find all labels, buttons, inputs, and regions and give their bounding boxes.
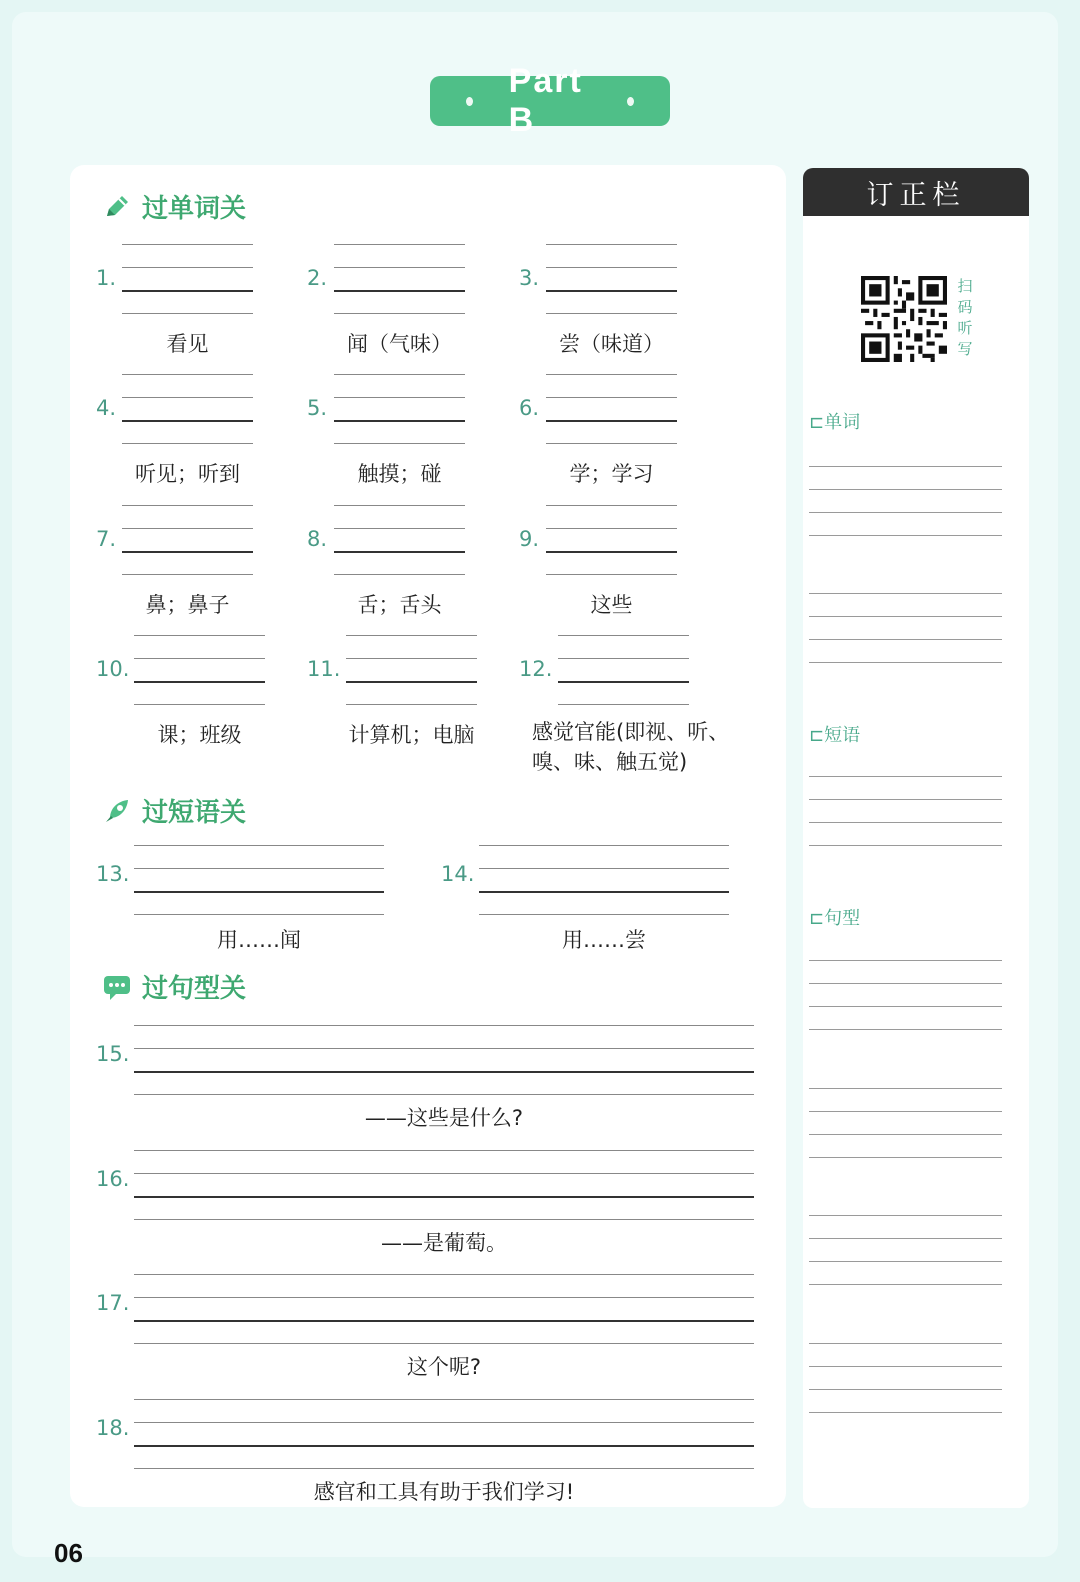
word-1-line[interactable] — [122, 313, 253, 314]
banner-dot-left — [466, 97, 473, 106]
qr-caption: 扫码听写 — [957, 277, 973, 358]
qr-code-icon[interactable] — [861, 276, 947, 362]
sentence-17-line[interactable] — [134, 1320, 754, 1322]
section-title-words — [102, 188, 246, 225]
sentence-meaning: ——是葡萄。 — [381, 1230, 507, 1255]
word-meaning: 尝（味道） — [559, 332, 664, 356]
section-title-sentences — [102, 968, 246, 1005]
correction-line[interactable] — [809, 662, 1002, 663]
word-5-line[interactable] — [334, 420, 465, 422]
phrase-13-line[interactable] — [134, 891, 384, 893]
word-number: 2. — [307, 266, 328, 290]
correction-line[interactable] — [809, 822, 1002, 823]
word-11-line[interactable] — [346, 635, 477, 636]
page-number: 06 — [54, 1538, 83, 1568]
phrase-14-line[interactable] — [479, 891, 729, 893]
word-3-line[interactable] — [546, 244, 677, 245]
word-6-line[interactable] — [546, 397, 677, 398]
word-meaning: 课；班级 — [157, 723, 242, 747]
word-11-line[interactable] — [346, 704, 477, 705]
word-10-line[interactable] — [134, 658, 265, 659]
pencil-icon — [102, 192, 132, 222]
word-number: 12. — [519, 657, 553, 681]
sentence-17-line[interactable] — [134, 1297, 754, 1298]
sentence-16-line[interactable] — [134, 1150, 754, 1151]
correction-line[interactable] — [809, 466, 1002, 467]
word-9-line[interactable] — [546, 574, 677, 575]
sentence-18-line[interactable] — [134, 1445, 754, 1447]
word-2-line[interactable] — [334, 267, 465, 268]
word-meaning: 舌；舌头 — [357, 593, 442, 617]
word-1-line[interactable] — [122, 244, 253, 245]
sentence-17-line[interactable] — [134, 1343, 754, 1344]
correction-line[interactable] — [809, 1215, 1002, 1216]
word-meaning: 计算机；电脑 — [348, 723, 475, 747]
word-5-line[interactable] — [334, 374, 465, 375]
word-1-line[interactable] — [122, 290, 253, 292]
section-title-words-text: 过单词关 — [142, 194, 247, 224]
word-meaning: 触摸；碰 — [357, 462, 442, 486]
sidebar-label-phrases-text: 短语 — [824, 725, 861, 746]
word-meaning: 感觉官能(即视、听、嗅、味、触五觉) — [532, 720, 730, 774]
word-9-line[interactable] — [546, 551, 677, 553]
word-meaning: 看见 — [166, 332, 209, 356]
word-4-line[interactable] — [122, 443, 253, 444]
word-number: 11. — [307, 657, 341, 681]
sentence-16-line[interactable] — [134, 1196, 754, 1198]
phrase-number: 13. — [96, 862, 130, 886]
correction-sidebar — [803, 168, 1029, 1508]
word-8-line[interactable] — [334, 528, 465, 529]
worksheet-panel — [70, 165, 786, 1507]
word-11-line[interactable] — [346, 658, 477, 659]
word-8-line[interactable] — [334, 505, 465, 506]
sidebar-title: 订正栏 — [803, 168, 1029, 216]
word-12-line[interactable] — [558, 635, 689, 636]
word-number: 9. — [519, 527, 540, 551]
correction-line[interactable] — [809, 489, 1002, 490]
phrase-14-line[interactable] — [479, 845, 729, 846]
word-7-line[interactable] — [122, 574, 253, 575]
sidebar-label-sentences: ⊏句型 — [809, 908, 861, 929]
word-4-line[interactable] — [122, 397, 253, 398]
word-6-line[interactable] — [546, 420, 677, 422]
word-meaning: 鼻；鼻子 — [145, 593, 230, 617]
word-3-line[interactable] — [546, 313, 677, 314]
part-banner — [430, 62, 670, 139]
sidebar-label-sentences-text: 句型 — [824, 908, 861, 929]
word-7-line[interactable] — [122, 551, 253, 553]
section-title-phrases-text: 过短语关 — [142, 798, 247, 828]
word-12-line[interactable] — [558, 704, 689, 705]
word-1-line[interactable] — [122, 267, 253, 268]
word-2-line[interactable] — [334, 244, 465, 245]
correction-line[interactable] — [809, 1111, 1002, 1112]
correction-line[interactable] — [809, 960, 1002, 961]
word-6-line[interactable] — [546, 374, 677, 375]
correction-line[interactable] — [809, 1029, 1002, 1030]
sentence-meaning: ——这些是什么? — [364, 1106, 524, 1130]
word-meaning: 这些 — [590, 593, 633, 617]
word-number: 5. — [307, 396, 328, 420]
word-10-line[interactable] — [134, 635, 265, 636]
word-4-line[interactable] — [122, 374, 253, 375]
section-title-sentences-text: 过句型关 — [142, 974, 247, 1004]
word-number: 1. — [96, 266, 117, 290]
sentence-16-line[interactable] — [134, 1219, 754, 1220]
word-9-line[interactable] — [546, 505, 677, 506]
sentence-18-line[interactable] — [134, 1422, 754, 1423]
section-title-phrases — [102, 792, 246, 829]
word-5-line[interactable] — [334, 443, 465, 444]
correction-line[interactable] — [809, 593, 1002, 594]
sentence-number: 17. — [96, 1291, 130, 1315]
sentence-18-line[interactable] — [134, 1468, 754, 1469]
phrase-14-line[interactable] — [479, 868, 729, 869]
word-number: 7. — [96, 527, 117, 551]
sentence-18-line[interactable] — [134, 1399, 754, 1400]
word-number: 8. — [307, 527, 328, 551]
correction-line[interactable] — [809, 1157, 1002, 1158]
correction-line[interactable] — [809, 1389, 1002, 1390]
phrase-meaning: 用……尝 — [562, 928, 646, 952]
word-meaning: 听见；听到 — [135, 462, 240, 486]
word-7-line[interactable] — [122, 528, 253, 529]
phrase-13-line[interactable] — [134, 914, 384, 915]
sentence-15-line[interactable] — [134, 1048, 754, 1049]
banner-title: Part B — [508, 62, 583, 139]
correction-line[interactable] — [809, 1134, 1002, 1135]
correction-line[interactable] — [809, 1366, 1002, 1367]
sentence-number: 15. — [96, 1042, 130, 1066]
correction-line[interactable] — [809, 535, 1002, 536]
rocket-icon — [102, 796, 132, 826]
word-12-line[interactable] — [558, 681, 689, 683]
correction-line[interactable] — [809, 1238, 1002, 1239]
correction-line[interactable] — [809, 1261, 1002, 1262]
word-11-line[interactable] — [346, 681, 477, 683]
word-3-line[interactable] — [546, 290, 677, 292]
phrase-14-line[interactable] — [479, 914, 729, 915]
word-meaning: 学；学习 — [569, 462, 654, 486]
chat-bubble-icon — [102, 972, 132, 1002]
sentence-15-line[interactable] — [134, 1025, 754, 1026]
word-10-line[interactable] — [134, 704, 265, 705]
word-4-line[interactable] — [122, 420, 253, 422]
word-9-line[interactable] — [546, 528, 677, 529]
sentence-meaning: 感官和工具有助于我们学习! — [313, 1479, 575, 1504]
word-number: 6. — [519, 396, 540, 420]
correction-line[interactable] — [809, 1284, 1002, 1285]
word-5-line[interactable] — [334, 397, 465, 398]
sentence-15-line[interactable] — [134, 1094, 754, 1095]
correction-line[interactable] — [809, 1088, 1002, 1089]
sidebar-label-phrases: ⊏短语 — [809, 725, 861, 746]
correction-line[interactable] — [809, 1412, 1002, 1413]
word-7-line[interactable] — [122, 505, 253, 506]
correction-line[interactable] — [809, 1343, 1002, 1344]
banner-dot-right — [627, 97, 634, 106]
sentence-15-line[interactable] — [134, 1071, 754, 1073]
word-8-line[interactable] — [334, 574, 465, 575]
correction-line[interactable] — [809, 983, 1002, 984]
phrase-number: 14. — [441, 862, 475, 886]
correction-line[interactable] — [809, 616, 1002, 617]
correction-line[interactable] — [809, 639, 1002, 640]
sentence-number: 16. — [96, 1166, 130, 1191]
word-2-line[interactable] — [334, 290, 465, 292]
phrase-meaning: 用……闻 — [217, 928, 301, 952]
correction-line[interactable] — [809, 799, 1002, 800]
word-number: 10. — [96, 657, 130, 681]
word-10-line[interactable] — [134, 681, 265, 683]
word-6-line[interactable] — [546, 443, 677, 444]
word-number: 4. — [96, 396, 117, 420]
word-12-line[interactable] — [558, 658, 689, 659]
correction-line[interactable] — [809, 845, 1002, 846]
sidebar-label-words: ⊏单词 — [809, 412, 861, 433]
sentence-16-line[interactable] — [134, 1173, 754, 1174]
phrase-13-line[interactable] — [134, 868, 384, 869]
phrase-13-line[interactable] — [134, 845, 384, 846]
word-3-line[interactable] — [546, 267, 677, 268]
correction-line[interactable] — [809, 1006, 1002, 1007]
correction-line[interactable] — [809, 776, 1002, 777]
sidebar-label-words-text: 单词 — [824, 412, 861, 433]
sentence-meaning: 这个呢? — [406, 1355, 482, 1379]
word-2-line[interactable] — [334, 313, 465, 314]
word-8-line[interactable] — [334, 551, 465, 553]
word-meaning: 闻（气味） — [347, 332, 452, 356]
word-number: 3. — [519, 266, 540, 290]
sentence-17-line[interactable] — [134, 1274, 754, 1275]
sentence-number: 18. — [96, 1415, 130, 1440]
correction-line[interactable] — [809, 512, 1002, 513]
